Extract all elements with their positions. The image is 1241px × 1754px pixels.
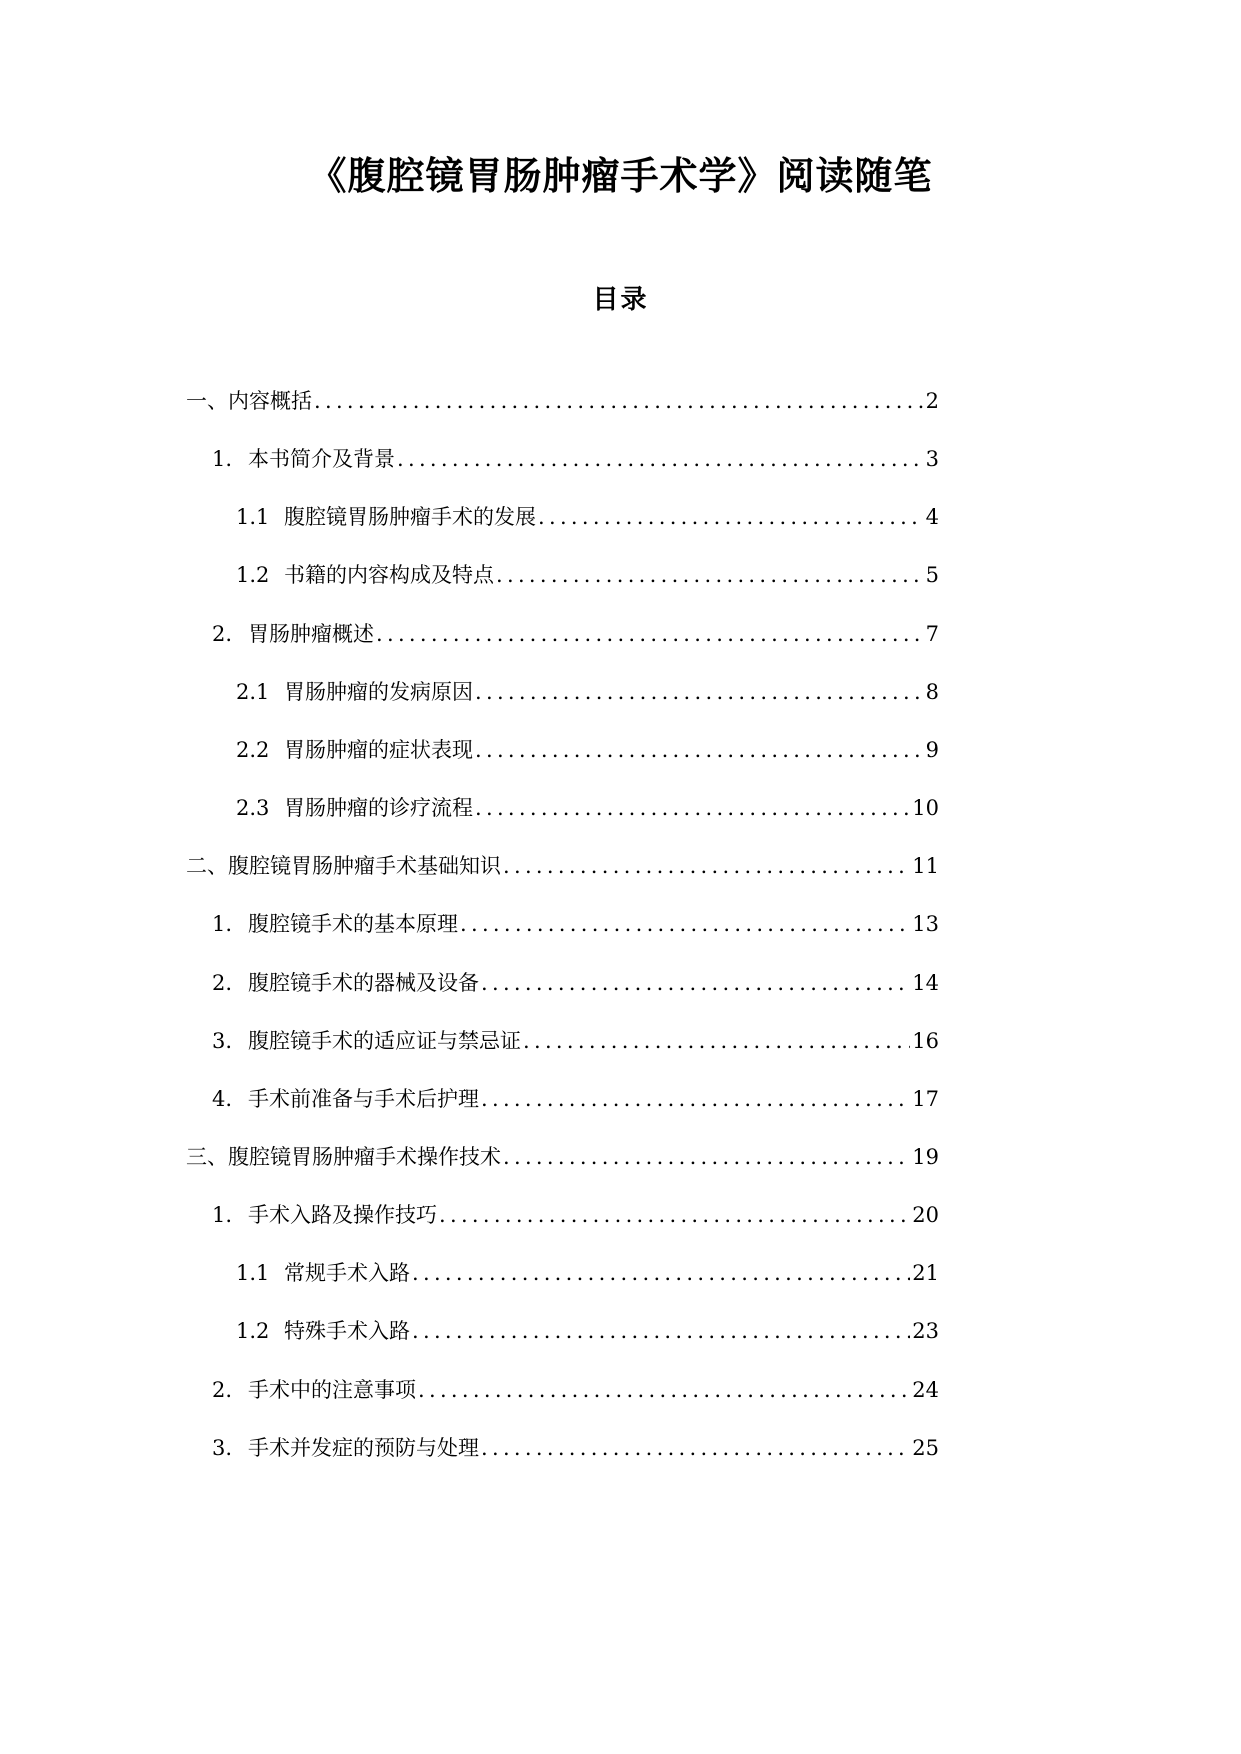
toc-entry-title: 胃肠肿瘤的症状表现 [284,737,473,762]
toc-entry[interactable] [186,1137,939,1177]
toc-dot-leader [397,439,924,479]
toc-entry-number: 二、 [186,854,228,879]
toc-entry-title: 书籍的内容构成及特点 [284,563,494,588]
toc-entry-page-number: 24 [912,1377,939,1402]
toc-entry[interactable] [186,381,939,421]
toc-dot-leader [412,1311,910,1351]
toc-entry-title: 内容概括 [228,389,312,413]
toc-entry[interactable] [236,730,939,770]
toc-dot-leader [496,555,924,595]
toc-dot-leader [523,1021,910,1061]
toc-entry-title: 常规手术入路 [284,1261,410,1286]
toc-dot-leader [314,381,924,421]
toc-entry-page-number: 3 [925,447,939,472]
toc-dot-leader [503,846,910,886]
toc-entry-title: 腹腔镜胃肠肿瘤手术基础知识 [228,854,501,879]
toc-entry-number: 2.3 [236,796,270,821]
toc-dot-leader [376,614,924,654]
toc-entry-number: 一、 [186,389,228,413]
toc-entry[interactable] [212,963,939,1003]
toc-entry-title: 腹腔镜手术的器械及设备 [248,970,479,995]
toc-dot-leader [412,1253,910,1293]
toc-dot-leader [481,963,910,1003]
toc-entry-title: 特殊手术入路 [284,1319,410,1344]
toc-entry-number: 1. [212,912,233,937]
toc-entry-title: 腹腔镜手术的适应证与禁忌证 [248,1028,521,1053]
toc-entry-number: 2. [212,1377,233,1402]
toc-entry[interactable] [212,1021,939,1061]
toc-entry-page-number: 16 [912,1028,939,1053]
toc-entry-number: 1. [212,1203,233,1228]
toc-entry-page-number: 8 [925,679,939,704]
toc-entry[interactable] [212,1428,939,1468]
toc-entry-page-number: 10 [912,796,939,821]
toc-entry-page-number: 13 [912,912,939,937]
toc-entry-title: 腹腔镜手术的基本原理 [248,912,458,937]
toc-dot-leader [418,1370,910,1410]
toc-entry[interactable] [212,1079,939,1119]
toc-entry-page-number: 14 [912,970,939,995]
toc-entry-title: 本书简介及背景 [248,447,395,472]
toc-heading: 目录 [592,285,649,315]
toc-entry-page-number: 21 [912,1261,939,1286]
toc-dot-leader [503,1137,910,1177]
toc-entry-page-number: 20 [912,1203,939,1228]
document-title: 《腹腔镜胃肠肿瘤手术学》阅读随笔 [308,153,933,198]
toc-entry-number: 1. [212,447,233,472]
toc-entry-page-number: 5 [925,563,939,588]
toc-entry-page-number: 23 [912,1319,939,1344]
toc-dot-leader [481,1079,910,1119]
toc-entry[interactable] [236,1311,939,1351]
toc-dot-leader [460,904,910,944]
toc-entry[interactable] [236,672,939,712]
toc-entry-title: 胃肠肿瘤概述 [248,621,374,646]
toc-dot-leader [475,672,924,712]
toc-dot-leader [475,788,910,828]
toc-entry-title: 胃肠肿瘤的发病原因 [284,679,473,704]
toc-entry-number: 2. [212,970,233,995]
toc-entry-page-number: 19 [912,1144,939,1169]
toc-entry[interactable] [236,1253,939,1293]
toc-entry-number: 3. [212,1028,233,1053]
toc-entry-page-number: 11 [912,854,939,879]
toc-entry-number: 1.2 [236,563,270,588]
toc-entry-page-number: 2 [925,389,939,413]
toc-entry[interactable] [212,904,939,944]
toc-entry-number: 2. [212,621,233,646]
toc-entry-number: 1.1 [236,1261,270,1286]
toc-entry-number: 4. [212,1086,233,1111]
toc-entry[interactable] [212,614,939,654]
toc-entry-page-number: 7 [925,621,939,646]
toc-dot-leader [475,730,924,770]
toc-dot-leader [481,1428,910,1468]
toc-entry[interactable] [212,1370,939,1410]
toc-entry-title: 胃肠肿瘤的诊疗流程 [284,796,473,821]
toc-entry-number: 1.2 [236,1319,270,1344]
toc-entry-number: 2.1 [236,679,270,704]
toc-dot-leader [538,497,924,537]
toc-entry-title: 手术中的注意事项 [248,1377,416,1402]
toc-entry-number: 1.1 [236,505,270,530]
toc-entry[interactable] [236,788,939,828]
toc-entry-page-number: 17 [912,1086,939,1111]
toc-entry-number: 2.2 [236,737,270,762]
toc-entry-title: 手术前准备与手术后护理 [248,1086,479,1111]
toc-entry-title: 手术并发症的预防与处理 [248,1435,479,1460]
toc-entry[interactable] [212,1195,939,1235]
toc-entry[interactable] [236,555,939,595]
toc-entry-number: 3. [212,1435,233,1460]
toc-entry-number: 三、 [186,1144,228,1169]
toc-entry-title: 腹腔镜胃肠肿瘤手术的发展 [284,505,536,530]
toc-entry[interactable] [186,846,939,886]
toc-entry[interactable] [212,439,939,479]
toc-entry-title: 手术入路及操作技巧 [248,1203,437,1228]
toc-entry[interactable] [236,497,939,537]
toc-entry-page-number: 4 [925,505,939,530]
toc-entry-page-number: 9 [925,737,939,762]
toc-entry-title: 腹腔镜胃肠肿瘤手术操作技术 [228,1144,501,1169]
toc-entry-page-number: 25 [912,1435,939,1460]
toc-dot-leader [439,1195,910,1235]
